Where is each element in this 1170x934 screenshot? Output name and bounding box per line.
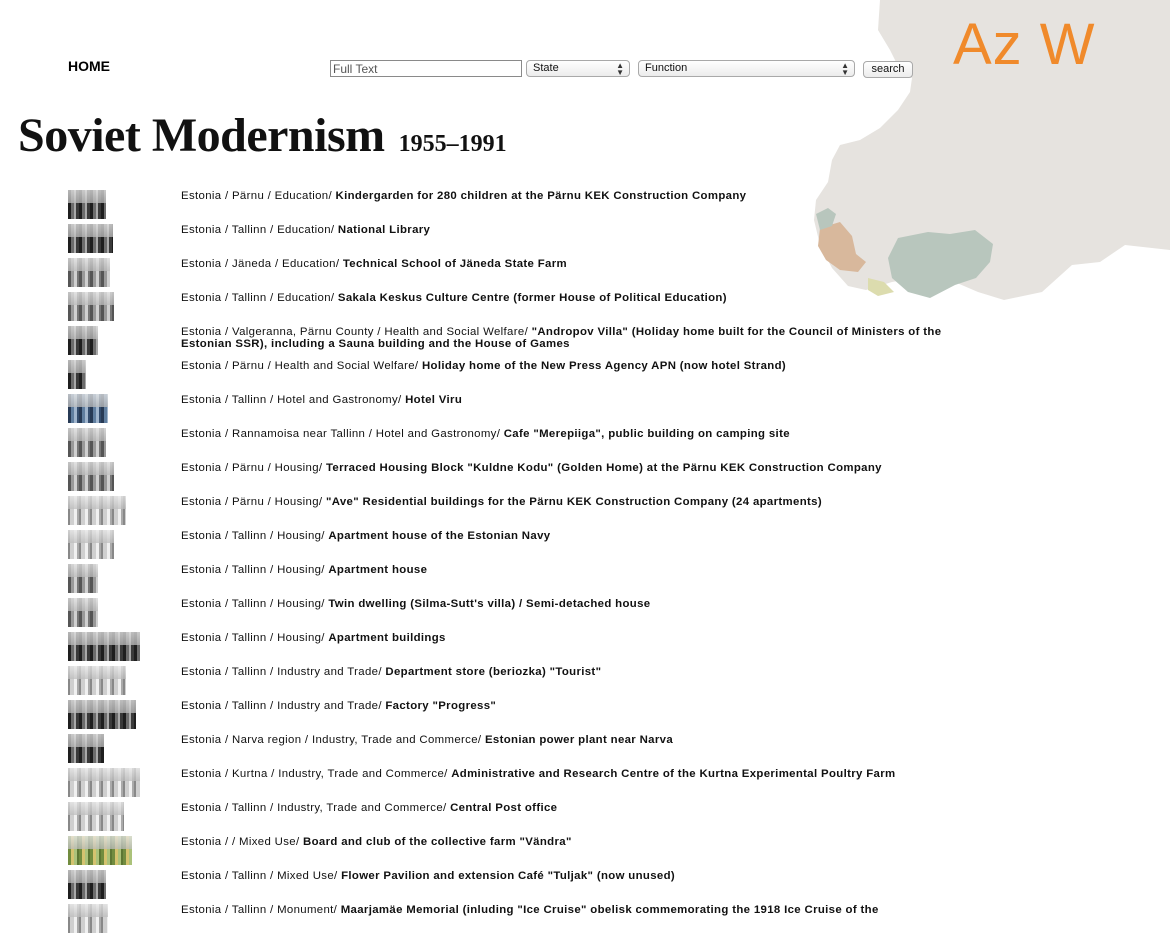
entry-title-link[interactable]: Apartment house (328, 564, 428, 576)
entry-text (181, 666, 971, 678)
list-item[interactable] (0, 866, 1170, 900)
thumbnail-image[interactable] (68, 598, 98, 627)
list-item[interactable] (0, 730, 1170, 764)
entry-path: Estonia / / Mixed Use/ (181, 836, 304, 848)
list-item[interactable] (0, 560, 1170, 594)
entry-text (181, 292, 971, 304)
thumbnail-image[interactable] (68, 564, 98, 593)
function-select[interactable] (638, 60, 855, 77)
entry-text (181, 802, 971, 814)
list-item[interactable] (0, 390, 1170, 424)
entry-text (181, 598, 971, 610)
entry-title-link[interactable]: Terraced Housing Block "Kuldne Kodu" (Golden Home) at the Pärnu KEK Construction Company (325, 462, 882, 474)
entry-path: Estonia / Pärnu / Health and Social Welfare/ (181, 360, 422, 372)
entry-path: Estonia / Kurtna / Industry, Trade and Commerce/ (181, 768, 452, 780)
entry-path: Estonia / Tallinn / Industry, Trade and Commerce/ (181, 802, 451, 814)
list-item[interactable] (0, 186, 1170, 220)
entry-path: Estonia / Narva region / Industry, Trade and Commerce/ (181, 734, 485, 746)
thumbnail-image[interactable] (68, 292, 114, 321)
thumbnail-image[interactable] (68, 632, 140, 661)
entry-title-link[interactable]: Hotel Viru (405, 394, 463, 406)
thumbnail-image[interactable] (68, 394, 108, 423)
entry-title-link[interactable]: Technical School of Jäneda State Farm (342, 258, 567, 270)
entry-text (181, 428, 971, 440)
thumbnail-image[interactable] (68, 190, 106, 219)
entry-path: Estonia / Pärnu / Housing/ (181, 496, 326, 508)
function-select-label: Function (645, 62, 688, 74)
entry-path: Estonia / Valgeranna, Pärnu County / Health and Social Welfare/ (181, 326, 532, 338)
thumbnail-image[interactable] (68, 462, 114, 491)
thumbnail-image[interactable] (68, 836, 132, 865)
entry-title-link[interactable]: Twin dwelling (Silma-Sutt's villa) / Semi-detached house (328, 598, 651, 610)
entry-title-link[interactable]: Apartment buildings (328, 632, 446, 644)
entry-list (0, 186, 1170, 934)
entry-text (181, 394, 971, 406)
entry-path: Estonia / Tallinn / Industry and Trade/ (181, 666, 386, 678)
entry-title-link[interactable]: Cafe "Merepiiga", public building on camping site (503, 428, 790, 440)
thumbnail-image[interactable] (68, 870, 106, 899)
thumbnail-image[interactable] (68, 360, 86, 389)
entry-path: Estonia / Pärnu / Housing/ (181, 462, 326, 474)
search-button[interactable]: search (863, 61, 913, 78)
list-item[interactable] (0, 220, 1170, 254)
entry-path: Estonia / Tallinn / Housing/ (181, 564, 329, 576)
entry-path: Estonia / Tallinn / Education/ (181, 292, 338, 304)
thumbnail-image[interactable] (68, 326, 98, 355)
entry-path: Estonia / Rannamoisa near Tallinn / Hotel and Gastronomy/ (181, 428, 504, 440)
list-item[interactable] (0, 424, 1170, 458)
entry-text (181, 632, 971, 644)
list-item[interactable] (0, 662, 1170, 696)
entry-text (181, 496, 971, 508)
list-item[interactable] (0, 254, 1170, 288)
entry-path: Estonia / Tallinn / Mixed Use/ (181, 870, 342, 882)
entry-text (181, 360, 971, 372)
full-text-input[interactable] (330, 60, 522, 77)
entry-title-link[interactable]: Central Post office (450, 802, 558, 814)
title-years: 1955–1991 (398, 131, 507, 157)
list-item[interactable] (0, 526, 1170, 560)
entry-title-link[interactable]: Board and club of the collective farm "Vändra" (303, 836, 572, 848)
entry-title-link[interactable]: Apartment house of the Estonian Navy (328, 530, 551, 542)
thumbnail-image[interactable] (68, 224, 113, 253)
entry-text (181, 870, 971, 882)
list-item[interactable] (0, 492, 1170, 526)
entry-title-link[interactable]: National Library (337, 224, 431, 236)
entry-text (181, 904, 971, 916)
list-item[interactable] (0, 798, 1170, 832)
entry-title-link[interactable]: Administrative and Research Centre of the Kurtna Experimental Poultry Farm (451, 768, 896, 780)
list-item[interactable] (0, 594, 1170, 628)
entry-text (181, 700, 971, 712)
thumbnail-image[interactable] (68, 768, 140, 797)
thumbnail-image[interactable] (68, 904, 108, 933)
entry-path: Estonia / Tallinn / Industry and Trade/ (181, 700, 386, 712)
thumbnail-image[interactable] (68, 700, 136, 729)
entry-text (181, 768, 971, 780)
list-item[interactable] (0, 322, 1170, 356)
list-item[interactable] (0, 356, 1170, 390)
state-select[interactable] (526, 60, 630, 77)
entry-path: Estonia / Tallinn / Hotel and Gastronomy/ (181, 394, 406, 406)
entry-path: Estonia / Pärnu / Education/ (181, 190, 336, 202)
list-item[interactable] (0, 764, 1170, 798)
entry-title-link[interactable]: Holiday home of the New Press Agency APN (now hotel Strand) (421, 360, 787, 372)
page-title (18, 108, 507, 163)
title-main: Soviet Modernism (18, 109, 385, 162)
entry-text (181, 836, 971, 848)
entry-path: Estonia / Tallinn / Housing/ (181, 530, 329, 542)
entry-path: Estonia / Tallinn / Housing/ (181, 598, 329, 610)
entry-path: Estonia / Jäneda / Education/ (181, 258, 343, 270)
entry-title-link[interactable]: Maarjamäe Memorial (inluding "Ice Cruise" obelisk commemorating the 1918 Ice Cruise of the (340, 904, 879, 916)
entry-path: Estonia / Tallinn / Monument/ (181, 904, 341, 916)
thumbnail-image[interactable] (68, 802, 124, 831)
entry-title-link[interactable]: Department store (beriozka) "Tourist" (385, 666, 602, 678)
list-item[interactable] (0, 628, 1170, 662)
entry-title-link[interactable]: Flower Pavilion and extension Café "Tuljak" (now unused) (341, 870, 676, 882)
entry-text (181, 564, 971, 576)
entry-text (181, 734, 971, 746)
entry-text (181, 190, 971, 202)
thumbnail-image[interactable] (68, 734, 104, 763)
home-link[interactable]: HOME (68, 58, 110, 74)
state-select-label: State (533, 62, 559, 74)
select-arrows-icon: ▲ ▼ (841, 60, 849, 77)
list-item[interactable] (0, 832, 1170, 866)
list-item[interactable] (0, 288, 1170, 322)
list-item[interactable] (0, 900, 1170, 934)
thumbnail-image[interactable] (68, 428, 106, 457)
entry-title-link[interactable]: Sakala Keskus Culture Centre (former House of Political Education) (337, 292, 727, 304)
entry-title-link[interactable]: "Ave" Residential buildings for the Pärnu KEK Construction Company (24 apartments) (325, 496, 822, 508)
entry-title-link[interactable]: Kindergarden for 280 children at the Pärnu KEK Construction Company (335, 190, 747, 202)
list-item[interactable] (0, 458, 1170, 492)
entry-title-link[interactable]: "Andropov Villa" (Holiday home built for the Council of Ministers of the Estonian SSR), including a Sauna building and the House of Games (181, 326, 942, 350)
entry-path: Estonia / Tallinn / Housing/ (181, 632, 329, 644)
entry-text (181, 326, 971, 350)
thumbnail-image[interactable] (68, 496, 126, 525)
entry-text (181, 530, 971, 542)
entry-title-link[interactable]: Estonian power plant near Narva (484, 734, 674, 746)
thumbnail-image[interactable] (68, 530, 114, 559)
entry-text (181, 258, 971, 270)
list-item[interactable] (0, 696, 1170, 730)
azw-logo[interactable]: Az W (953, 12, 1096, 77)
entry-text (181, 224, 971, 236)
thumbnail-image[interactable] (68, 258, 110, 287)
entry-path: Estonia / Tallinn / Education/ (181, 224, 338, 236)
select-arrows-icon: ▲ ▼ (616, 60, 624, 77)
thumbnail-image[interactable] (68, 666, 126, 695)
entry-text (181, 462, 971, 474)
entry-title-link[interactable]: Factory "Progress" (385, 700, 497, 712)
